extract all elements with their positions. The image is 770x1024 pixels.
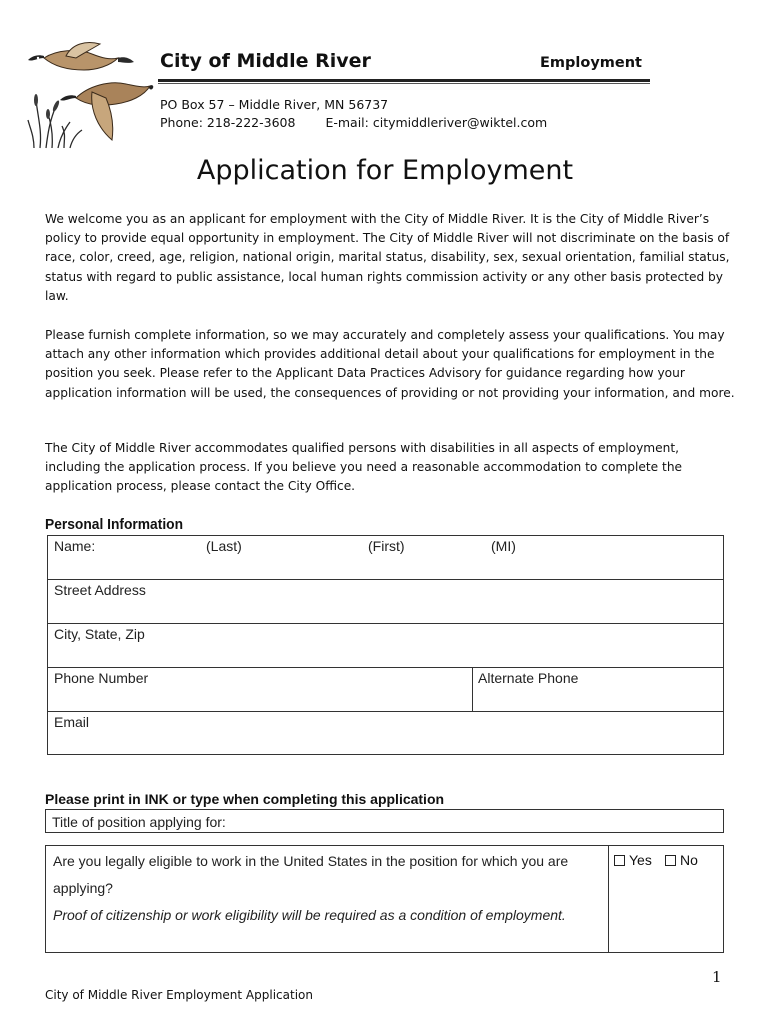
instructions-paragraph: Please furnish complete information, so we may accurately and completely assess your qualifications. You may attach any other information which provides additional detail about your qualifications for employment in the position you seek. Please refer to the Applicant Data Practices Advisory for guidance regarding how your application information will be used, the consequences of providing or not providing your information, and more. bbox=[45, 328, 735, 400]
eligibility-question: Are you legally eligible to work in the United States in the position for which you are applying? bbox=[53, 853, 569, 896]
accommodation-paragraph: The City of Middle River accommodates qualified persons with disabilities in all aspects of employment, including the application process. If you believe you need a reasonable accommodation to complete the application process, please contact the City Office. bbox=[45, 441, 683, 494]
eligibility-divider bbox=[608, 846, 609, 952]
personal-info-table bbox=[47, 535, 724, 755]
org-name: City of Middle River bbox=[160, 50, 371, 72]
position-title-field[interactable] bbox=[45, 809, 724, 833]
phone-number-label: Phone Number bbox=[54, 670, 149, 686]
yes-checkbox[interactable] bbox=[614, 855, 625, 866]
phone-number-field[interactable] bbox=[48, 668, 472, 711]
name-row[interactable] bbox=[48, 536, 723, 580]
middle-initial-label: (MI) bbox=[491, 538, 516, 554]
org-phone: Phone: 218-222-3608 bbox=[160, 115, 296, 130]
city-state-zip-field[interactable] bbox=[48, 624, 723, 668]
header-rule bbox=[158, 79, 650, 82]
header-rule-thin bbox=[158, 83, 650, 84]
last-name-label: (Last) bbox=[206, 538, 242, 554]
email-field[interactable] bbox=[48, 712, 723, 754]
street-address-field[interactable] bbox=[48, 580, 723, 624]
no-checkbox[interactable] bbox=[665, 855, 676, 866]
phone-row bbox=[48, 668, 723, 712]
position-title-label: Title of position applying for: bbox=[52, 814, 226, 830]
document-title: Application for Employment bbox=[196, 155, 574, 186]
section-tag: Employment bbox=[540, 55, 642, 71]
personal-info-heading: Personal Information bbox=[45, 516, 184, 533]
city-logo-geese bbox=[26, 40, 154, 152]
name-label: Name: bbox=[54, 538, 96, 554]
page-footer: City of Middle River Employment Application bbox=[45, 988, 313, 1002]
page-number: 1 bbox=[712, 968, 722, 986]
org-email: E-mail: citymiddleriver@wiktel.com bbox=[325, 115, 548, 130]
no-label: No bbox=[680, 852, 698, 868]
intro-paragraph: We welcome you as an applicant for employment with the City of Middle River. It is the City of Middle River’s policy to provide equal opportunity in employment. The City of Middle River will not discriminate on the basis of race, color, creed, age, religion, national origin, marital status, disability, sex, sexual orientation, familial status, status with regard to public assistance, local human rights commission activity or any other basis protected by law. bbox=[45, 212, 730, 303]
org-contact bbox=[160, 115, 547, 130]
eligible-no-option[interactable] bbox=[665, 852, 698, 868]
yes-label: Yes bbox=[629, 852, 652, 868]
print-instruction: Please print in INK or type when completing this application bbox=[45, 791, 445, 807]
alternate-phone-field[interactable] bbox=[473, 668, 723, 711]
eligibility-note: Proof of citizenship or work eligibility will be required as a condition of employment. bbox=[53, 907, 566, 923]
street-address-label: Street Address bbox=[54, 582, 146, 598]
alternate-phone-label: Alternate Phone bbox=[478, 670, 579, 686]
first-name-label: (First) bbox=[368, 538, 405, 554]
eligibility-box bbox=[45, 845, 724, 953]
eligible-yes-option[interactable] bbox=[614, 852, 652, 868]
city-state-zip-label: City, State, Zip bbox=[54, 626, 145, 642]
email-label: Email bbox=[54, 714, 90, 730]
org-address: PO Box 57 – Middle River, MN 56737 bbox=[160, 97, 389, 112]
